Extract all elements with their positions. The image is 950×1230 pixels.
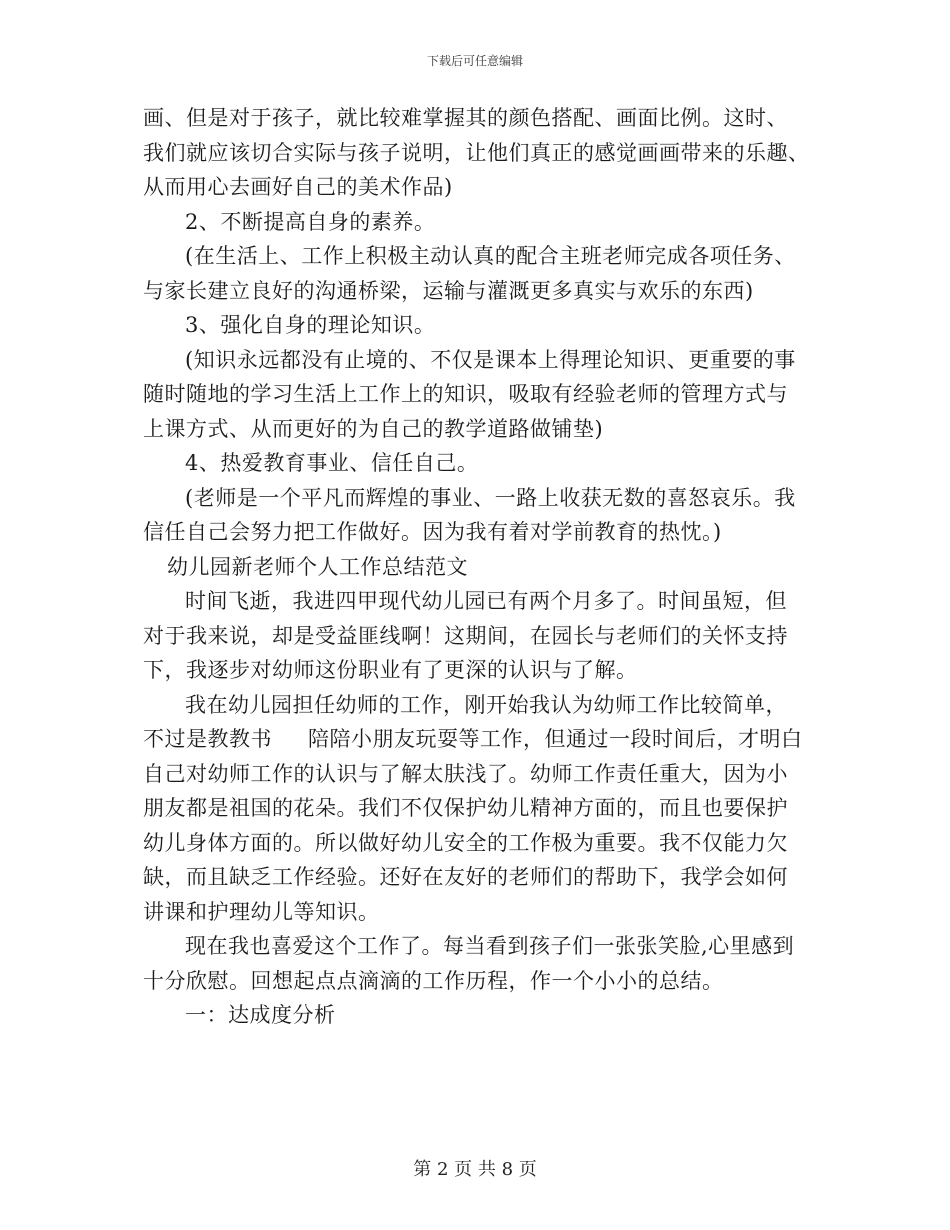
- page-footer: 第 2 页 共 8 页: [413, 1159, 537, 1180]
- text-line: 我在幼儿园担任幼师的工作，刚开始我认为幼师工作比较简单，: [185, 692, 787, 717]
- text-line: 讲课和护理幼儿等知识。: [143, 899, 380, 924]
- document-body: [143, 101, 808, 1033]
- section-heading: 一：达成度分析: [185, 1003, 336, 1027]
- text-line: 上课方式、从而更好的为自己的教学道路做铺垫): [143, 416, 604, 441]
- text-line: 缺，而且缺乏工作经验。还好在友好的老师们的帮助下，我学会如何: [143, 865, 788, 889]
- article-title: 幼儿园新老师个人工作总结范文: [167, 554, 468, 579]
- text-segment: 陪陪小朋友玩耍等工作，但通过一段时间后，才明白: [308, 727, 803, 751]
- text-line: 时间飞逝，我进四甲现代幼儿园已有两个月多了。时间虽短，但: [185, 589, 787, 613]
- text-line: 十分欣慰。回想起点点滴滴的工作历程，作一个小小的总结。: [143, 968, 724, 993]
- text-line: 随时随地的学习生活上工作上的知识，吸取有经验老师的管理方式与: [143, 382, 788, 406]
- text-segment: 不过是教教书: [143, 727, 272, 751]
- text-line: 下，我逐步对幼师这份职业有了更深的认识与了解。: [143, 658, 638, 682]
- text-line: 现在我也喜爱这个工作了。每当看到孩子们一张张笑脸,心里感到: [185, 934, 795, 958]
- text-line: (在生活上、工作上积极主动认真的配合主班老师完成各项任务、: [185, 244, 796, 268]
- text-line: 信任自己会努力把工作做好。因为我有着对学前教育的热忱。): [143, 520, 722, 544]
- text-line: 画、但是对于孩子，就比较难掌握其的颜色搭配、画面比例。这时、: [143, 106, 788, 130]
- section-heading: 4、热爱教育事业、信任自己。: [185, 451, 479, 475]
- text-line: 与家长建立良好的沟通桥梁，运输与灌溉更多真实与欢乐的东西): [143, 278, 754, 303]
- text-line: 从而用心去画好自己的美术作品): [143, 175, 453, 199]
- text-line: 自己对幼师工作的认识与了解太肤浅了。幼师工作责任重大，因为小: [143, 761, 788, 786]
- page-header: 下载后可任意编辑: [426, 54, 523, 68]
- section-heading: 3、强化自身的理论知识。: [185, 313, 436, 337]
- text-line: 我们就应该切合实际与孩子说明，让他们真正的感觉画画带来的乐趣、: [143, 140, 810, 165]
- text-line: (知识永远都没有止境的、不仅是课本上得理论知识、更重要的事: [185, 347, 796, 372]
- text-line: 朋友都是祖国的花朵。我们不仅保护幼儿精神方面的，而且也要保护: [143, 796, 788, 820]
- text-line: (老师是一个平凡而辉煌的事业、一路上收获无数的喜怒哀乐。我: [185, 485, 796, 510]
- text-line: 对于我来说，却是受益匪线啊！这期间，在园长与老师们的关怀支持: [143, 623, 788, 648]
- section-heading: 2、不断提高自身的素养。: [185, 209, 436, 234]
- text-line: 幼儿身体方面的。所以做好幼儿安全的工作极为重要。我不仅能力欠: [143, 830, 788, 855]
- text-line: [143, 722, 808, 757]
